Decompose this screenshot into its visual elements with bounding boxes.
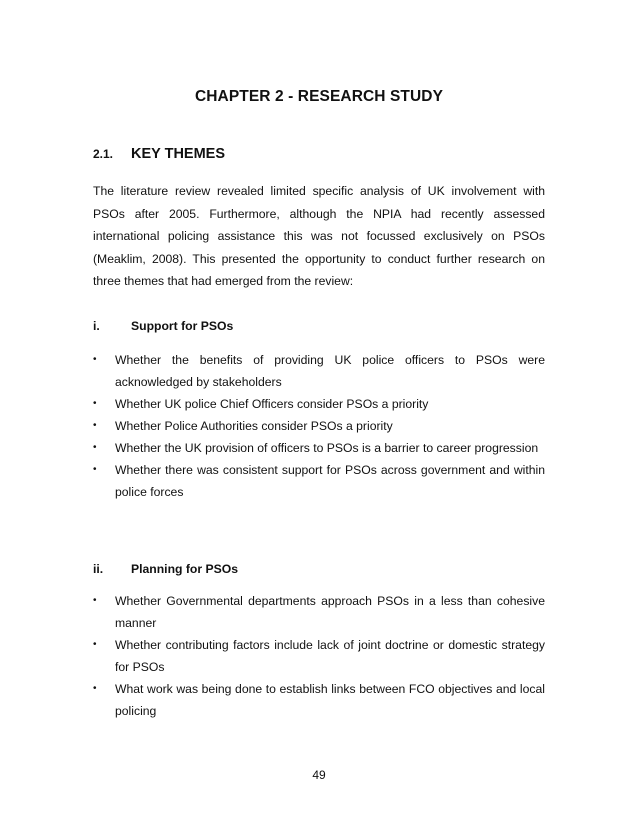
list-item	[93, 437, 545, 459]
section-heading	[93, 146, 225, 162]
bullet-list-support	[93, 349, 545, 503]
subsection-title: Support for PSOs	[131, 319, 234, 333]
bullet-icon: •	[93, 595, 97, 606]
subsection-number: ii.	[93, 562, 104, 576]
page-number: 49	[312, 768, 326, 782]
list-item-text: Whether Police Authorities consider PSOs a priority	[115, 419, 393, 433]
list-item	[93, 415, 545, 437]
list-item-text: Whether the benefits of providing UK police officers to PSOs were acknowledged by stakeholders	[115, 353, 545, 389]
list-item-text: What work was being done to establish links between FCO objectives and local policing	[115, 682, 545, 718]
bullet-icon: •	[93, 398, 97, 409]
section-number: 2.1.	[93, 147, 114, 161]
chapter-title: CHAPTER 2 - RESEARCH STUDY	[194, 88, 444, 105]
subsection-heading-planning	[93, 562, 238, 576]
list-item	[93, 393, 545, 415]
section-title: KEY THEMES	[131, 146, 226, 162]
bullet-list-planning	[93, 590, 545, 722]
list-item-text: Whether Governmental departments approach PSOs in a less than cohesive manner	[115, 594, 545, 630]
list-item	[93, 634, 545, 678]
list-item-text: Whether contributing factors include lack of joint doctrine or domestic strategy for PSOs	[115, 638, 545, 674]
subsection-number: i.	[93, 319, 100, 333]
bullet-icon: •	[93, 683, 97, 694]
subsection-heading-support	[93, 319, 233, 333]
list-item	[93, 590, 545, 634]
list-item	[93, 459, 545, 503]
list-item-text: Whether there was consistent support for PSOs across government and within police forces	[115, 463, 545, 499]
bullet-icon: •	[93, 420, 97, 431]
bullet-icon: •	[93, 354, 97, 365]
list-item-text: Whether the UK provision of officers to PSOs is a barrier to career progression	[115, 441, 539, 455]
list-item	[93, 678, 545, 722]
list-item	[93, 349, 545, 393]
bullet-icon: •	[93, 442, 97, 453]
intro-paragraph: The literature review revealed limited specific analysis of UK involvement with PSOs after 2005. Furthermore, although the NPIA had recently assessed international policing assistance this was not focussed exclusively on PSOs (Meaklim, 2008). This presented the opportunity to conduct further research on three themes that had emerged from the review:	[93, 184, 545, 288]
list-item-text: Whether UK police Chief Officers consider PSOs a priority	[115, 397, 429, 411]
bullet-icon: •	[93, 464, 97, 475]
subsection-title: Planning for PSOs	[131, 562, 238, 576]
bullet-icon: •	[93, 639, 97, 650]
